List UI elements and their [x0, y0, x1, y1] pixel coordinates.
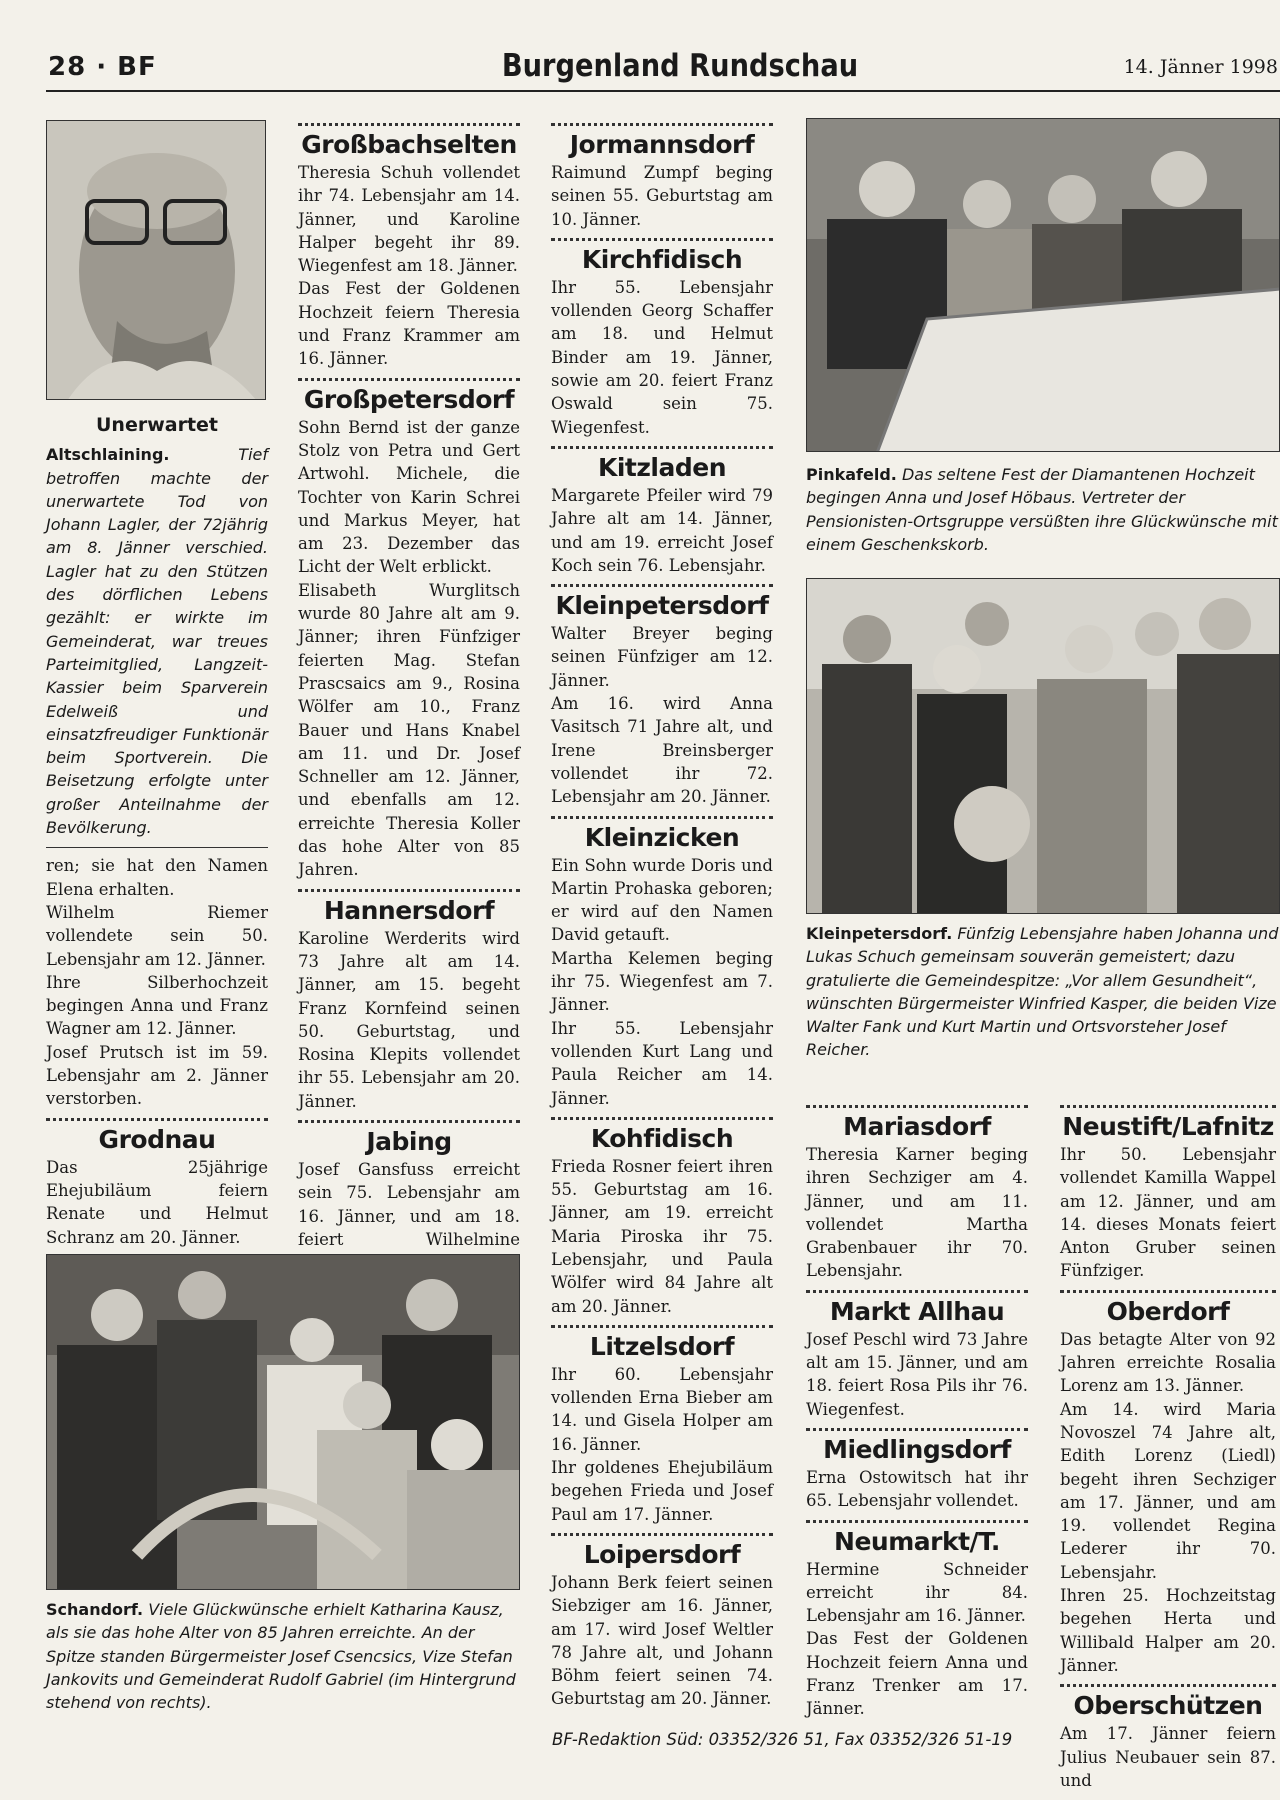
editorial-contact: BF-Redaktion Süd: 03352/326 51, Fax 03352/326 51-19: [552, 1730, 1013, 1749]
continued-paragraph: ren; sie hat den Namen Elena erhalten.: [46, 856, 268, 899]
place-heading: Litzelsdorf: [589, 1331, 735, 1361]
dotted-divider: [298, 378, 520, 381]
news-paragraph: Ihr 60. Lebensjahr vollenden Erna Bieber am 14. und Gisela Holper am 16. Jänner.: [551, 1364, 773, 1454]
continued-paragraph: Ihre Silberhochzeit begingen Anna und Franz Wagner am 12. Jänner.: [46, 972, 268, 1039]
dotted-divider: [806, 1105, 1028, 1108]
caption-place: Schandorf.: [46, 1600, 144, 1619]
news-paragraph: Josef Gansfuss erreicht sein 75. Lebensjahr am 16. Jänner, und am 18. feiert Wilhelmine: [298, 1159, 520, 1249]
dotted-divider: [551, 1325, 773, 1328]
news-paragraph: Johann Berk feiert seinen Siebziger am 16. Jänner, am 17. wird Josef Weltler 78 Jahre alt, und Johann Böhm feiert seinen 74. Geburtstag am 20. Jänner.: [551, 1572, 773, 1709]
place-heading: Hannersdorf: [323, 895, 495, 925]
news-paragraph: Karoline Werderits wird 73 Jahre alt am 14. Jänner, am 15. begeht Franz Kornfeind seinen 50. Geburtstag, und Rosina Klepits vollendet ihr 55. Lebensjahr am 20. Jänner.: [298, 928, 520, 1111]
issue-date: 14. Jänner 1998: [1123, 56, 1278, 78]
caption-text: Viele Glückwünsche erhielt Katharina Kausz, als sie das hohe Alter von 85 Jahren erreichte. An der Spitze standen Bürgermeister Josef Csencsics, Vize Stefan Jankovits und Gemeinderat Rudolf Gabriel (im Hintergrund stehend von rechts).: [46, 1600, 516, 1713]
column-2: [298, 116, 520, 1274]
photo-pinkafeld: [806, 118, 1280, 452]
news-paragraph: Elisabeth Wurglitsch wurde 80 Jahre alt am 9. Jänner; ihren Fünfziger feierten Mag. Stefan Prascsaics am 9., Rosina Wölfer am 10., Franz Bauer und Hans Knabel am 11. und Dr. Josef Schneller am 12. Jänner, und ebenfalls am 12. erreichte Theresia Koller das hohe Alter von 85 Jahren.: [298, 580, 520, 880]
obituary-title: Unerwartet: [95, 414, 218, 436]
dotted-divider: [551, 584, 773, 587]
place-heading: Miedlingsdorf: [823, 1434, 1011, 1464]
news-paragraph: Am 17. Jänner feiern Julius Neubauer sein 87. und: [1060, 1724, 1276, 1790]
caption-text: Das seltene Fest der Diamantenen Hochzeit begingen Anna und Josef Höbaus. Vertreter der Pensionisten-Ortsgruppe versüßten ihre Glückwünsche mit einem Geschenkskorb.: [806, 465, 1278, 554]
divider: [46, 847, 268, 848]
caption-text: Fünfzig Lebensjahre haben Johanna und Lukas Schuch gemeinsam souverän gemeistert; dazu gratulierte die Gemeindespitze: „Vor allem Gesundheit“, wünschten Bürgermeister Winfried Kasper, die beiden Vize Walter Fank und Kurt Martin und Ortsvorsteher Josef Reicher.: [806, 924, 1279, 1060]
column-4: [806, 1098, 1028, 1721]
place-heading: Neumarkt/T.: [834, 1526, 1000, 1556]
news-paragraph: Margarete Pfeiler wird 79 Jahre alt am 14. Jänner, und am 19. erreicht Josef Koch sein 76. Lebensjahr.: [551, 485, 773, 575]
news-paragraph: Ihr 55. Lebensjahr vollenden Georg Schaffer am 18. und Helmut Binder am 19. Jänner, sowie am 20. feiert Franz Oswald sein 75. Wiegenfest.: [551, 277, 773, 437]
obituary-text: [46, 443, 268, 839]
dotted-divider: [806, 1428, 1028, 1431]
dotted-divider: [551, 1533, 773, 1536]
news-paragraph: Ihr 50. Lebensjahr vollendet Kamilla Wappel am 12. Jänner, und am 14. dieses Monats feiert Anton Gruber seinen Fünfziger.: [1060, 1145, 1276, 1281]
news-paragraph: Theresia Schuh vollendet ihr 74. Lebensjahr am 14. Jänner, und Karoline Halper begeht ihr 89. Wiegenfest am 18. Jänner.: [298, 163, 520, 276]
place-heading: Jabing: [366, 1126, 452, 1156]
obituary-body: Tief betroffen machte der unerwartete Tod von Johann Lagler, der 72jährig am 8. Jänner verschied. Lagler hat zu den Stützen des dörflichen Lebens gezählt: er wirkte im Gemeinderat, war treues Parteimitglied, Langzeit-Kassier beim Sparverein Edelweiß und einsatzfreudiger Funktionär beim Sportverein. Die Beisetzung erfolgte unter großer Anteilnahme der Bevölkerung.: [46, 445, 268, 838]
caption-place: Pinkafeld.: [806, 465, 897, 484]
page-label: 28 · BF: [48, 52, 157, 82]
place-heading: Loipersdorf: [583, 1539, 741, 1569]
news-paragraph: Frieda Rosner feiert ihren 55. Geburtstag am 16. Jänner, am 19. erreicht Maria Piroska ihr 75. Lebensjahr, und Paula Wölfer wird 84 Jahre alt am 20. Jänner.: [551, 1156, 773, 1316]
column-1: [46, 400, 268, 1249]
news-paragraph: Josef Peschl wird 73 Jahre alt am 15. Jänner, und am 18. feiert Rosa Pils ihr 76. Wiegenfest.: [806, 1329, 1028, 1419]
dotted-divider: [298, 889, 520, 892]
caption-kleinpetersdorf: [806, 922, 1280, 1062]
news-paragraph: Ein Sohn wurde Doris und Martin Prohaska geboren; er wird auf den Namen David getauft.: [551, 855, 773, 945]
news-paragraph: Das Fest der Goldenen Hochzeit feiern Theresia und Franz Krammer am 16. Jänner.: [298, 279, 520, 369]
dotted-divider: [551, 238, 773, 241]
news-paragraph: Das Fest der Goldenen Hochzeit feiern Anna und Franz Trenker am 17. Jänner.: [806, 1629, 1028, 1719]
continued-paragraph: Wilhelm Riemer vollendete sein 50. Lebensjahr am 12. Jänner.: [46, 902, 268, 969]
header-rule: [46, 90, 1280, 92]
news-paragraph: Das betagte Alter von 92 Jahren erreichte Rosalia Lorenz am 13. Jänner.: [1060, 1329, 1276, 1396]
photo-schandorf: [46, 1254, 520, 1590]
news-paragraph: Ihr 55. Lebensjahr vollenden Kurt Lang und Paula Reicher am 14. Jänner.: [551, 1018, 773, 1108]
dotted-divider: [551, 816, 773, 819]
place-heading: Kleinzicken: [584, 822, 740, 852]
dotted-divider: [298, 1120, 520, 1123]
place-heading: Kitzladen: [597, 452, 727, 482]
place-heading: Grodnau: [98, 1124, 216, 1154]
news-paragraph: Erna Ostowitsch hat ihr 65. Lebensjahr vollendet.: [806, 1467, 1028, 1511]
newspaper-title: Burgenland Rundschau: [501, 48, 859, 84]
dotted-divider: [1060, 1684, 1276, 1687]
place-heading: Kohfidisch: [590, 1123, 734, 1153]
place-heading: Kirchfidisch: [581, 244, 743, 274]
place-heading: Oberschützen: [1073, 1691, 1263, 1721]
caption-pinkafeld: [806, 463, 1280, 556]
obituary-place: Altschlaining.: [46, 445, 170, 465]
news-paragraph: Martha Kelemen beging ihr 75. Wiegenfest am 7. Jänner.: [551, 948, 773, 1015]
place-heading: Neustift/Lafnitz: [1062, 1112, 1274, 1141]
dotted-divider: [298, 123, 520, 126]
portrait-photo: [46, 120, 266, 400]
dotted-divider: [551, 1117, 773, 1120]
column-3: [551, 116, 773, 1711]
continued-paragraph: Josef Prutsch ist im 59. Lebensjahr am 2. Jänner verstorben.: [46, 1042, 268, 1109]
caption-place: Kleinpetersdorf.: [806, 924, 953, 943]
place-heading: Markt Allhau: [829, 1296, 1005, 1326]
news-paragraph: Das 25jährige Ehejubiläum feiern Renate und Helmut Schranz am 20. Jänner.: [46, 1157, 268, 1247]
news-paragraph: Walter Breyer beging seinen Fünfziger am 12. Jänner.: [551, 624, 773, 690]
news-paragraph: Ihr goldenes Ehejubiläum begehen Frieda und Josef Paul am 17. Jänner.: [551, 1458, 773, 1524]
news-paragraph: Ihren 25. Hochzeitstag begehen Herta und Willibald Halper am 20. Jänner.: [1060, 1586, 1276, 1675]
news-paragraph: Theresia Karner beging ihren Sechziger am 4. Jänner, und am 11. vollendet Martha Grabenbauer ihr 70. Lebensjahr.: [806, 1145, 1028, 1281]
news-paragraph: Raimund Zumpf beging seinen 55. Geburtstag am 10. Jänner.: [551, 163, 773, 229]
place-heading: Kleinpetersdorf: [555, 591, 769, 621]
place-heading: Großpetersdorf: [303, 384, 515, 414]
place-heading: Oberdorf: [1106, 1296, 1230, 1326]
place-heading: Mariasdorf: [843, 1112, 991, 1141]
column-5: [1060, 1098, 1276, 1792]
dotted-divider: [806, 1290, 1028, 1293]
dotted-divider: [551, 446, 773, 449]
dotted-divider: [1060, 1105, 1276, 1108]
news-paragraph: Hermine Schneider erreicht ihr 84. Lebensjahr am 16. Jänner.: [806, 1559, 1028, 1626]
photo-kleinpetersdorf: [806, 578, 1280, 914]
news-paragraph: Sohn Bernd ist der ganze Stolz von Petra und Gert Artwohl. Michele, die Tochter von Karin Schrei und Markus Meyer, hat am 23. Dezember das Licht der Welt erblickt.: [298, 417, 520, 577]
news-paragraph: Am 14. wird Maria Novoszel 74 Jahre alt, Edith Lorenz (Liedl) begeht ihren Sechziger am 17. Jänner, und am 19. vollendet Regina Lederer ihr 70. Lebensjahr.: [1060, 1399, 1276, 1582]
news-paragraph: Am 16. wird Anna Vasitsch 71 Jahre alt, und Irene Breinsberger vollendet ihr 72. Lebensjahr am 20. Jänner.: [551, 694, 773, 807]
caption-schandorf: [46, 1598, 520, 1714]
dotted-divider: [806, 1520, 1028, 1523]
place-heading: Jormannsdorf: [569, 130, 755, 159]
dotted-divider: [46, 1118, 268, 1121]
dotted-divider: [1060, 1290, 1276, 1293]
place-heading: Großbachselten: [301, 130, 517, 159]
dotted-divider: [551, 123, 773, 126]
